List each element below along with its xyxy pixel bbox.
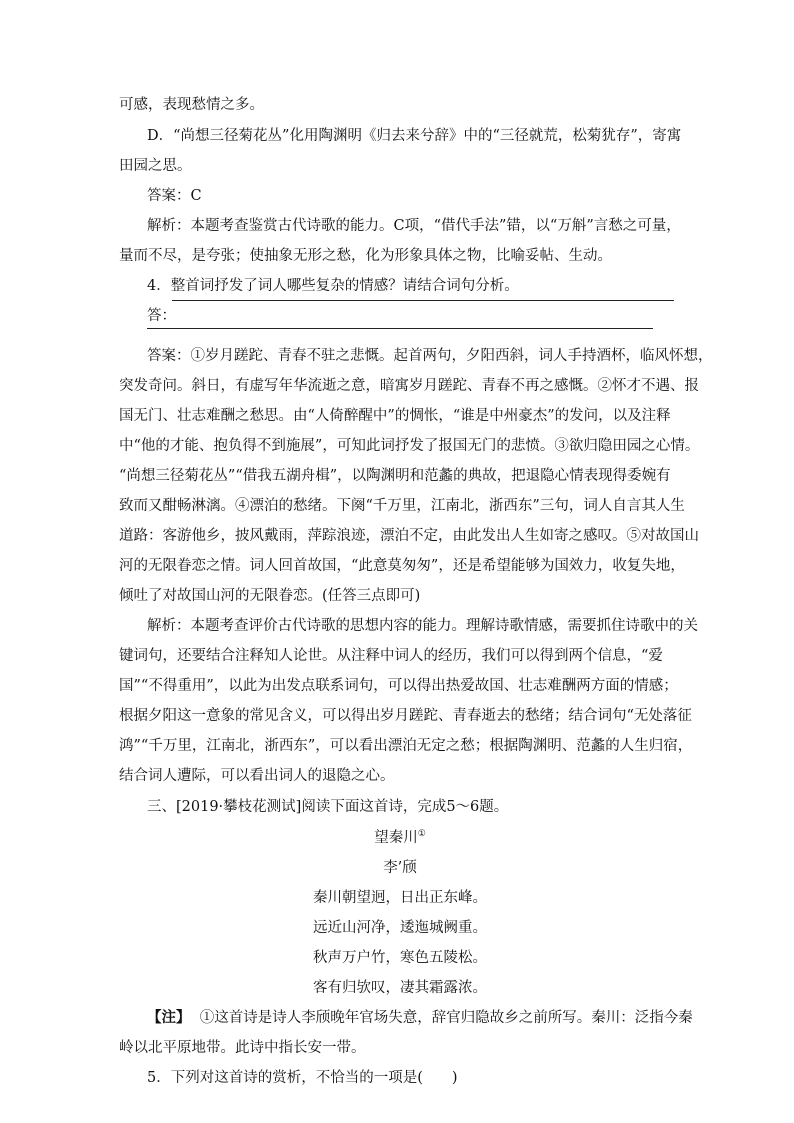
note-text-1: ①这首诗是诗人李颀晚年官场失意，辞官归隐故乡之前所写。秦川：泛指今秦: [199, 1010, 693, 1026]
answer-4-line2: 突发奇问。斜日，有虚写年华流逝之意，暗寓岁月蹉跎、青春不再之感慨。②怀才不遇、报: [119, 378, 699, 394]
poem-line-1: 秦川朝望迥，日出正东峰。: [313, 890, 487, 906]
answer-4-line8: 河的无限眷恋之情。词人回首故国，“此意莫匆匆”，还是希望能够为国效力，收复失地，: [119, 558, 685, 574]
poem-line-2: 远近山河净，逶迤城阙重。: [313, 920, 487, 936]
answer-4-line1: 答案：①岁月蹉跎、青春不驻之悲慨。起首两句，夕阳西斜，词人手持酒杯，临风怀想，: [147, 348, 713, 364]
analysis-3-line1: 解析：本题考查鉴赏古代诗歌的能力。C项，“借代手法”错，以“万斛”言愁之可量，: [147, 218, 681, 234]
note-label: 【注】: [147, 1009, 191, 1026]
analysis-4-line5: 鸿”“千万里，江南北，浙西东”，可以看出漂泊无定之愁；根据陶渊明、范蠡的人生归宿，: [119, 738, 693, 754]
poem-title-text: 望秦川: [374, 830, 418, 846]
answer-4-line4: 中“他的才能、抱负得不到施展”，可知此词抒发了报国无门的悲愤。③欲归隐田园之心情。: [119, 438, 700, 454]
poem-line-4: 客有归欤叹，凄其霜露浓。: [313, 980, 487, 996]
analysis-4-line2: 键词句，还要结合注释知人论世。从注释中词人的经历，我们可以得到两个信息，“爱: [119, 648, 663, 664]
answer-rule-1: [172, 300, 674, 301]
answer-4-line6: 致而又酣畅淋漓。④漂泊的愁绪。下阕“千万里，江南北，浙西东”三句，词人自言其人生: [119, 498, 685, 514]
answer-4-line5: “尚想三径菊花丛”“借我五湖舟楫”，以陶渊明和范蠡的典故，把退隐心情表现得委婉有: [119, 468, 671, 484]
section-3-heading: 三、[2019·攀枝花测试]阅读下面这首诗，完成5～6题。: [147, 799, 509, 815]
question-5: 5．下列对这首诗的赏析，不恰当的一项是( ): [147, 1070, 458, 1086]
analysis-4-line6: 结合词人遭际，可以看出词人的退隐之心。: [119, 768, 395, 784]
answer-4-line3: 国无门、壮志难酬之愁思。由“人倚醉醒中”的惆怅，“谁是中州豪杰”的发问，以及注释: [119, 408, 671, 424]
option-d-line1: D．“尚想三径菊花丛”化用陶渊明《归去来兮辞》中的“三径就荒，松菊犹存”，寄寓: [147, 128, 682, 144]
analysis-4-line3: 国”“不得重用”，以此为出发点联系词句，可以得出热爱故国、壮志难酬两方面的情感；: [119, 678, 678, 694]
answer-4-line9: 倾吐了对故国山河的无限眷恋。(任答三点即可): [119, 588, 421, 604]
analysis-4-line4: 根据夕阳这一意象的常见含义，可以得出岁月蹉跎、青春逝去的愁绪；结合词句“无处落征: [119, 708, 692, 724]
note-line1: [147, 1008, 693, 1028]
answer-3: 答案：C: [147, 188, 202, 204]
poem-author: 李’颀: [383, 860, 417, 876]
option-d-line2: 田园之思。: [119, 158, 192, 174]
analysis-3-line2: 量而不尽，是夸张；使抽象无形之愁，化为形象具体之物，比喻妥帖、生动。: [119, 248, 612, 264]
question-4: 4．整首词抒发了词人哪些复杂的情感？请结合词句分析。: [147, 278, 519, 294]
analysis-4-line1: 解析：本题考查评价古代诗歌的思想内容的能力。理解诗歌情感，需要抓住诗歌中的关: [147, 618, 698, 634]
note-line2: 岭以北平原地带。此诗中指长安一带。: [119, 1040, 366, 1056]
line-tail: 可感，表现愁情之多。: [119, 97, 264, 113]
answer-prompt: 答：: [147, 308, 176, 324]
poem-note-mark: ①: [417, 829, 426, 840]
poem-title: [300, 828, 500, 848]
answer-rule-2: [147, 328, 653, 329]
answer-4-line7: 道路：客游他乡，披风戴雨，萍踪浪迹，漂泊不定，由此发出人生如寄之感叹。⑤对故国山: [119, 528, 699, 544]
poem-line-3: 秋声万户竹，寒色五陵松。: [313, 950, 487, 966]
